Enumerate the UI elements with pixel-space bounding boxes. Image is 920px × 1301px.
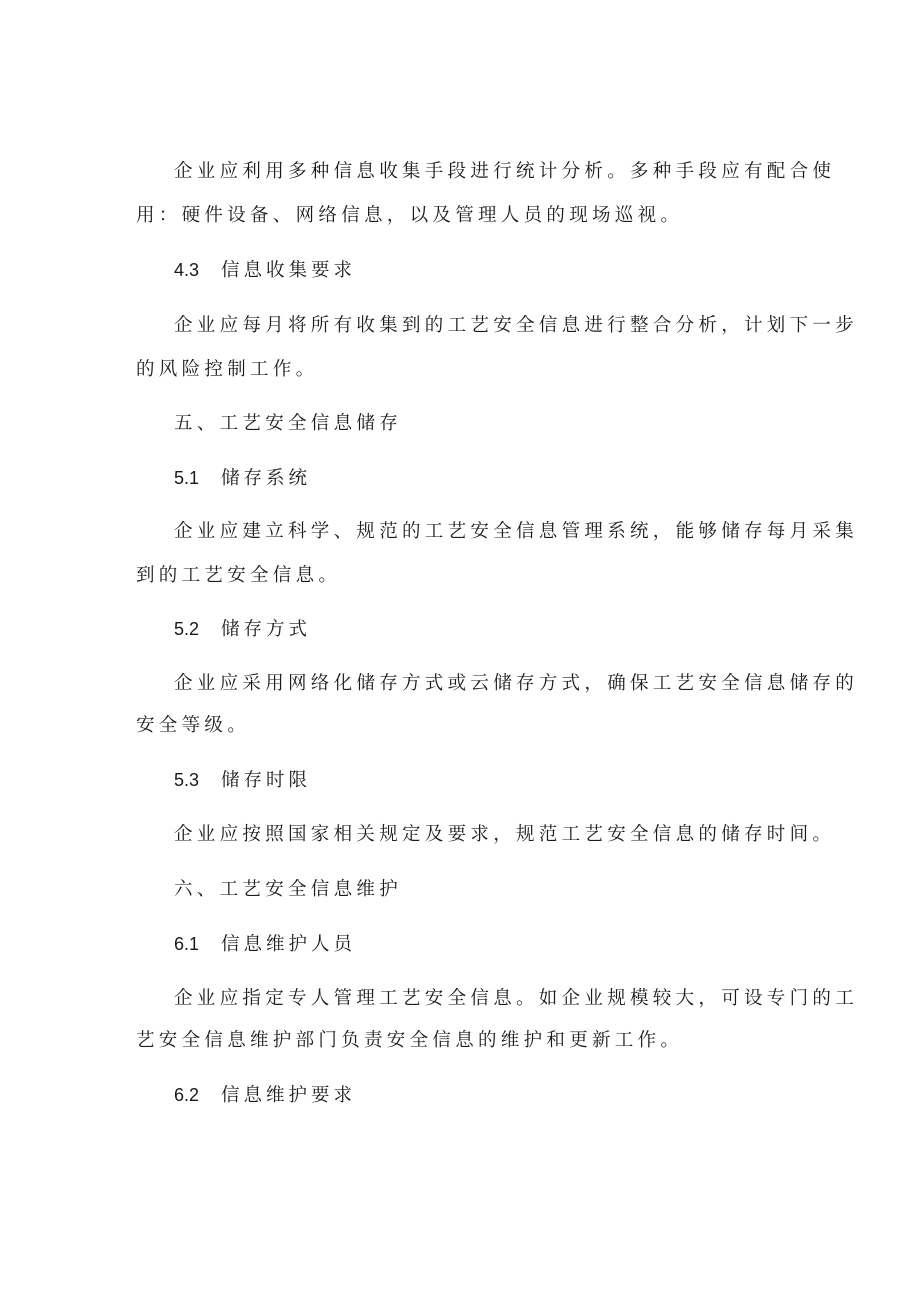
subheading-number: 6.1 xyxy=(174,934,200,954)
subheading-text: 储存系统 xyxy=(221,468,312,489)
subheading-5-3 xyxy=(174,768,311,793)
subheading-text: 信息收集要求 xyxy=(221,260,357,281)
paragraph-line: 用：硬件设备、网络信息，以及管理人员的现场巡视。 xyxy=(136,205,684,226)
subheading-text: 储存时限 xyxy=(221,770,312,791)
paragraph-line: 企业应采用网络化储存方式或云储存方式，确保工艺安全信息储存的 xyxy=(174,673,859,694)
subheading-text: 信息维护人员 xyxy=(221,934,357,955)
paragraph-line: 安全等级。 xyxy=(136,715,251,736)
paragraph-line: 到的工艺安全信息。 xyxy=(136,565,342,586)
subheading-5-2 xyxy=(174,617,311,642)
section-heading-6: 六、工艺安全信息维护 xyxy=(174,879,403,900)
subheading-number: 4.3 xyxy=(174,260,200,280)
subheading-5-1 xyxy=(174,466,311,491)
subheading-number: 5.2 xyxy=(174,619,200,639)
subheading-6-1 xyxy=(174,932,356,957)
paragraph-line: 企业应每月将所有收集到的工艺安全信息进行整合分析，计划下一步 xyxy=(174,315,859,336)
paragraph-line: 企业应利用多种信息收集手段进行统计分析。多种手段应有配合使 xyxy=(174,161,836,182)
subheading-text: 信息维护要求 xyxy=(221,1085,357,1106)
paragraph-line: 企业应按照国家相关规定及要求，规范工艺安全信息的储存时间。 xyxy=(174,824,836,845)
subheading-text: 储存方式 xyxy=(221,619,312,640)
subheading-4-3 xyxy=(174,258,356,283)
subheading-number: 5.3 xyxy=(174,770,200,790)
subheading-6-2 xyxy=(174,1083,356,1108)
paragraph-line: 的风险控制工作。 xyxy=(136,359,319,380)
subheading-number: 6.2 xyxy=(174,1085,200,1105)
subheading-number: 5.1 xyxy=(174,468,200,488)
section-heading-5: 五、工艺安全信息储存 xyxy=(174,413,403,434)
paragraph-line: 企业应建立科学、规范的工艺安全信息管理系统，能够储存每月采集 xyxy=(174,521,859,542)
paragraph-line: 企业应指定专人管理工艺安全信息。如企业规模较大，可设专门的工 xyxy=(174,988,859,1009)
paragraph-line: 艺安全信息维护部门负责安全信息的维护和更新工作。 xyxy=(136,1030,684,1051)
